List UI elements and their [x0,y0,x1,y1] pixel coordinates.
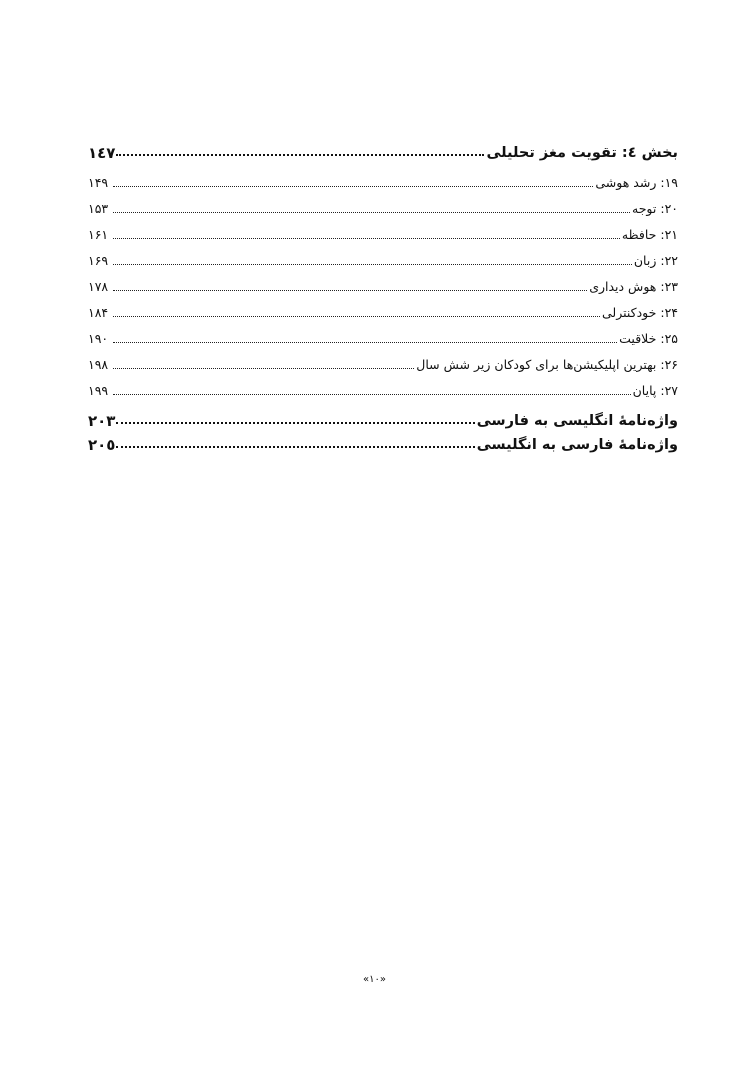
toc-entry-title: ٢۵: خلاقیت [619,331,678,346]
toc-entry-glossary-en-fa[interactable] [88,406,678,430]
toc-entry-chapter-22[interactable] [88,244,678,270]
toc-entry-page: ١٨۴ [88,305,109,320]
toc-entry-page: ١۵٣ [88,201,109,216]
dot-leader [113,186,593,187]
toc-entry-title: ٢٣: هوش دیداری [589,279,678,294]
toc-entry-page: ١۴٩ [88,175,109,190]
toc-entry-page: ١٧٨ [88,279,109,294]
toc-entry-title: ٢٢: زبان [633,253,678,268]
dot-leader [113,290,587,291]
toc-entry-title: ٢۶: بهترین اپلیکیشن‌ها برای کودکان زیر شش سال [416,357,678,372]
toc-entry-title: ٢۴: خودکنترلی [602,305,678,320]
toc-entry-page: ٢٠٥ [88,436,116,454]
toc-entry-chapter-20[interactable] [88,192,678,218]
toc-entry-title: ٢٧: پایان [632,383,678,398]
toc-entry-page: ١٩٨ [88,357,109,372]
toc-entry-page: ١۶١ [88,227,109,242]
dot-leader [116,154,484,156]
toc-entry-chapter-21[interactable] [88,218,678,244]
toc-entry-chapter-24[interactable] [88,296,678,322]
toc-entry-glossary-fa-en[interactable] [88,430,678,454]
dot-leader [113,316,600,317]
dot-leader [113,264,632,265]
toc-entry-page: ١۶٩ [88,253,109,268]
toc-entry-chapter-25[interactable] [88,322,678,348]
toc-entry-page: ١٤٧ [88,144,116,162]
dot-leader [113,238,620,239]
toc-entry-page: ٢٠٣ [88,412,116,430]
dot-leader [113,394,631,395]
page-number-footer: «١٠» [363,974,386,985]
toc-entry-chapter-26[interactable] [88,348,678,374]
dot-leader [113,342,617,343]
dot-leader [113,212,630,213]
dot-leader [113,368,414,369]
toc-entry-title: ٢١: حافظه [621,227,678,242]
toc-entry-title: ٢٠: توجه [632,201,678,216]
toc-entry-title: ١٩: رشد هوشی [595,175,678,190]
toc-entry-title: واژه‌نامۀ انگلیسی به فارسی [476,413,678,429]
toc-entry-page: ١٩٠ [88,331,109,346]
toc-entry-title: واژه‌نامۀ فارسی به انگلیسی [476,437,678,453]
toc-entry-page: ١٩٩ [88,383,109,398]
table-of-contents [88,140,678,454]
toc-entry-chapter-27[interactable] [88,374,678,400]
toc-entry-chapter-23[interactable] [88,270,678,296]
dot-leader [116,422,474,424]
toc-entry-title: بخش ٤: تقویت مغز تحلیلی [486,145,678,161]
toc-entry-chapter-19[interactable] [88,166,678,192]
dot-leader [116,446,474,448]
toc-entry-part4[interactable] [88,140,678,162]
